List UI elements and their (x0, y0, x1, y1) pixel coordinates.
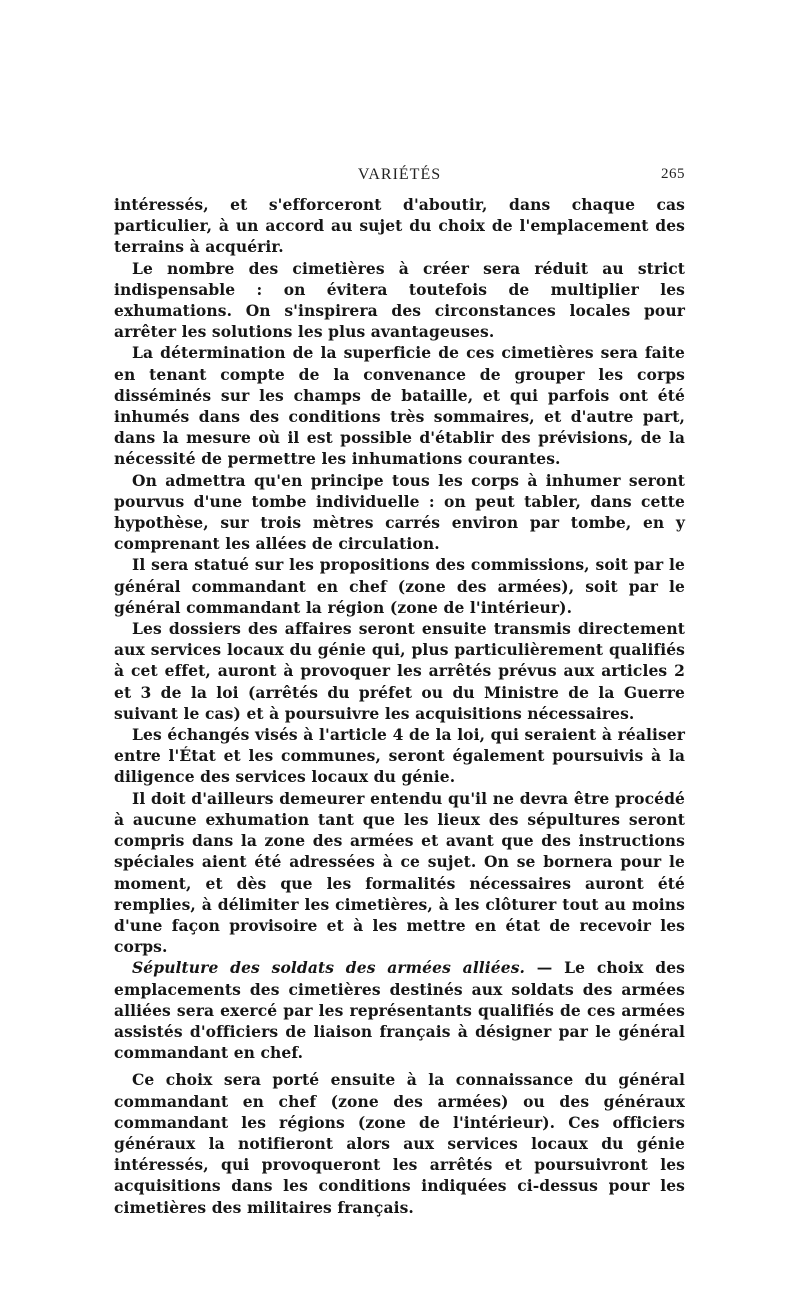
running-head (114, 160, 685, 186)
paragraph-2: Le nombre des cimetières à créer sera réduit au strict indispensable : on évitera toutefois de multiplier les exhumations. On s'inspirera des circonstances locales pour arrêter les solutions les plus avantageuses. (114, 258, 685, 342)
book-page (114, 160, 685, 1218)
paragraph-5: Il sera statué sur les propositions des commissions, soit par le général commandant en chef (zone des armées), soit par le général commandant la région (zone de l'intérieur). (114, 555, 685, 617)
page-number: 265 (661, 166, 685, 182)
paragraph-1: intéressés, et s'efforceront d'aboutir, dans chaque cas particulier, à un accord au sujet du choix de l'emplacement des terrains à acquérir. (114, 195, 685, 257)
body-text (114, 194, 685, 1218)
paragraph-9 (114, 957, 685, 1063)
paragraph-9-text: — Le choix des emplacements des cimetières destinés aux soldats des armées alliées sera exercé par les représentants qualifiés de ces armées assistés d'officiers de liaison français à désigner par le général commandant en chef. (114, 958, 685, 1063)
paragraph-10: Ce choix sera porté ensuite à la connaissance du général commandant en chef (zone des armées) ou des généraux commandant les régions (zone de l'intérieur). Ces officiers généraux la notifieront alors aux services locaux du génie intéressés, qui provoqueront les arrêtés et poursuivront les acquisitions dans les conditions indiquées ci-dessus pour les cimetières des militaires français. (114, 1070, 685, 1217)
section-heading-allied-burials: Sépulture des soldats des armées alliées. (132, 958, 526, 978)
paragraph-8: Il doit d'ailleurs demeurer entendu qu'il ne devra être procédé à aucune exhumation tant que les lieux des sépultures seront compris dans la zone des armées et avant que des instructions spéciales aient été adressées à ce sujet. On se bornera pour le moment, et dès que les formalités nécessaires auront été remplies, à délimiter les cimetières, à les clôturer tout au moins d'une façon provisoire et à les mettre en état de recevoir les corps. (114, 788, 685, 957)
paragraph-7: Les échangés visés à l'article 4 de la loi, qui seraient à réaliser entre l'État et les communes, seront également poursuivis à la diligence des services locaux du génie. (114, 725, 685, 787)
running-title: VARIÉTÉS (357, 166, 442, 183)
paragraph-4: On admettra qu'en principe tous les corps à inhumer seront pourvus d'une tombe individuelle : on peut tabler, dans cette hypothèse, sur trois mètres carrés environ par tombe, en y comprenant les allées de circulation. (114, 470, 685, 554)
paragraph-3: La détermination de la superficie de ces cimetières sera faite en tenant compte de la convenance de grouper les corps disséminés sur les champs de bataille, et qui parfois ont été inhumés dans des conditions très sommaires, et d'autre part, dans la mesure où il est possible d'établir des prévisions, de la nécessité de permettre les inhumations courantes. (114, 343, 685, 469)
paragraph-6: Les dossiers des affaires seront ensuite transmis directement aux services locaux du génie qui, plus particulièrement qualifiés à cet effet, auront à provoquer les arrêtés prévus aux articles 2 et 3 de la loi (arrêtés du préfet ou du Ministre de la Guerre suivant le cas) et à poursuivre les acquisitions nécessaires. (114, 619, 685, 723)
